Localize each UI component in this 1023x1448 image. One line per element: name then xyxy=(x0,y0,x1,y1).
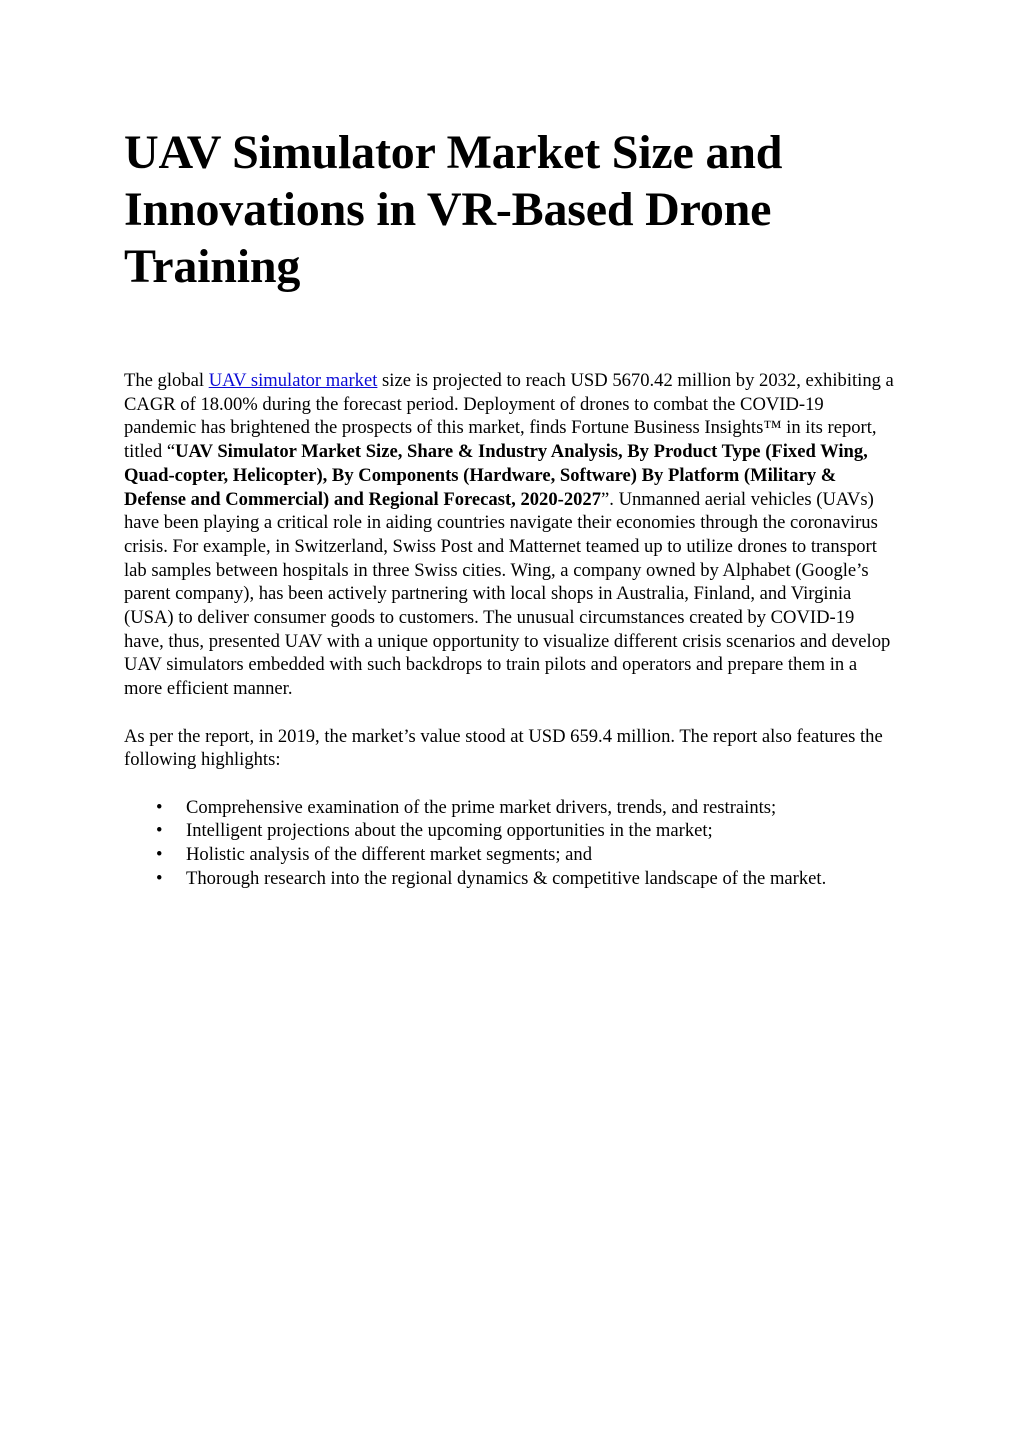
report-title: UAV Simulator Market Size, Share & Industry Analysis, By Product Type (Fixed Wing, Quad-copter, Helicopter), By Components (Hardware, Software) By Platform (Military & Defense and Commercial) and Regional Forecast, 2020-2027 xyxy=(124,441,868,510)
list-item-text: Comprehensive examination of the prime market drivers, trends, and restraints; xyxy=(186,796,777,818)
list-item xyxy=(124,843,894,867)
intro-text-continued: size is projected to reach USD 5670.42 million by 2032, exhibiting a CAGR of 18.00% during the forecast period. Deployment of drones to combat the COVID-19 pandemic has brightened the prospects of this market, finds Fortune Business Insights™ in its report, titled “ xyxy=(124,370,894,463)
highlights-list xyxy=(124,796,894,891)
list-item xyxy=(124,819,894,843)
list-item xyxy=(124,796,894,820)
bullet-icon: • xyxy=(156,844,163,866)
uav-simulator-market-link[interactable]: UAV simulator market xyxy=(208,370,378,391)
list-item xyxy=(124,867,894,891)
article-body xyxy=(124,369,894,890)
intro-paragraph xyxy=(124,369,894,701)
list-item-text: Holistic analysis of the different market segments; and xyxy=(186,844,593,866)
list-item-text: Thorough research into the regional dynamics & competitive landscape of the market. xyxy=(186,867,827,889)
list-item-text: Intelligent projections about the upcoming opportunities in the market; xyxy=(186,820,713,842)
bullet-icon: • xyxy=(156,867,163,889)
bullet-icon: • xyxy=(156,820,163,842)
bullet-icon: • xyxy=(156,796,163,818)
market-value-paragraph: As per the report, in 2019, the market’s value stood at USD 659.4 million. The report also features the following highlights: xyxy=(124,725,883,771)
intro-text: The global xyxy=(124,370,209,391)
page-title: UAV Simulator Market Size and Innovations in VR-Based Drone Training xyxy=(124,126,783,293)
intro-text-closing: ”. Unmanned aerial vehicles (UAVs) have been playing a critical role in aiding countries navigate their economies through the coronavirus crisis. For example, in Switzerland, Swiss Post and Matternet teamed up to utilize drones to transport lab samples between hospitals in three Swiss cities. Wing, a company owned by Alphabet (Google’s parent company), has been actively partnering with local shops in Australia, Finland, and Virginia (USA) to deliver consumer goods to customers. The unusual circumstances created by COVID-19 have, thus, presented UAV with a unique opportunity to visualize different crisis scenarios and develop UAV simulators embedded with such backdrops to train pilots and operators and prepare them in a more efficient manner. xyxy=(124,488,891,700)
